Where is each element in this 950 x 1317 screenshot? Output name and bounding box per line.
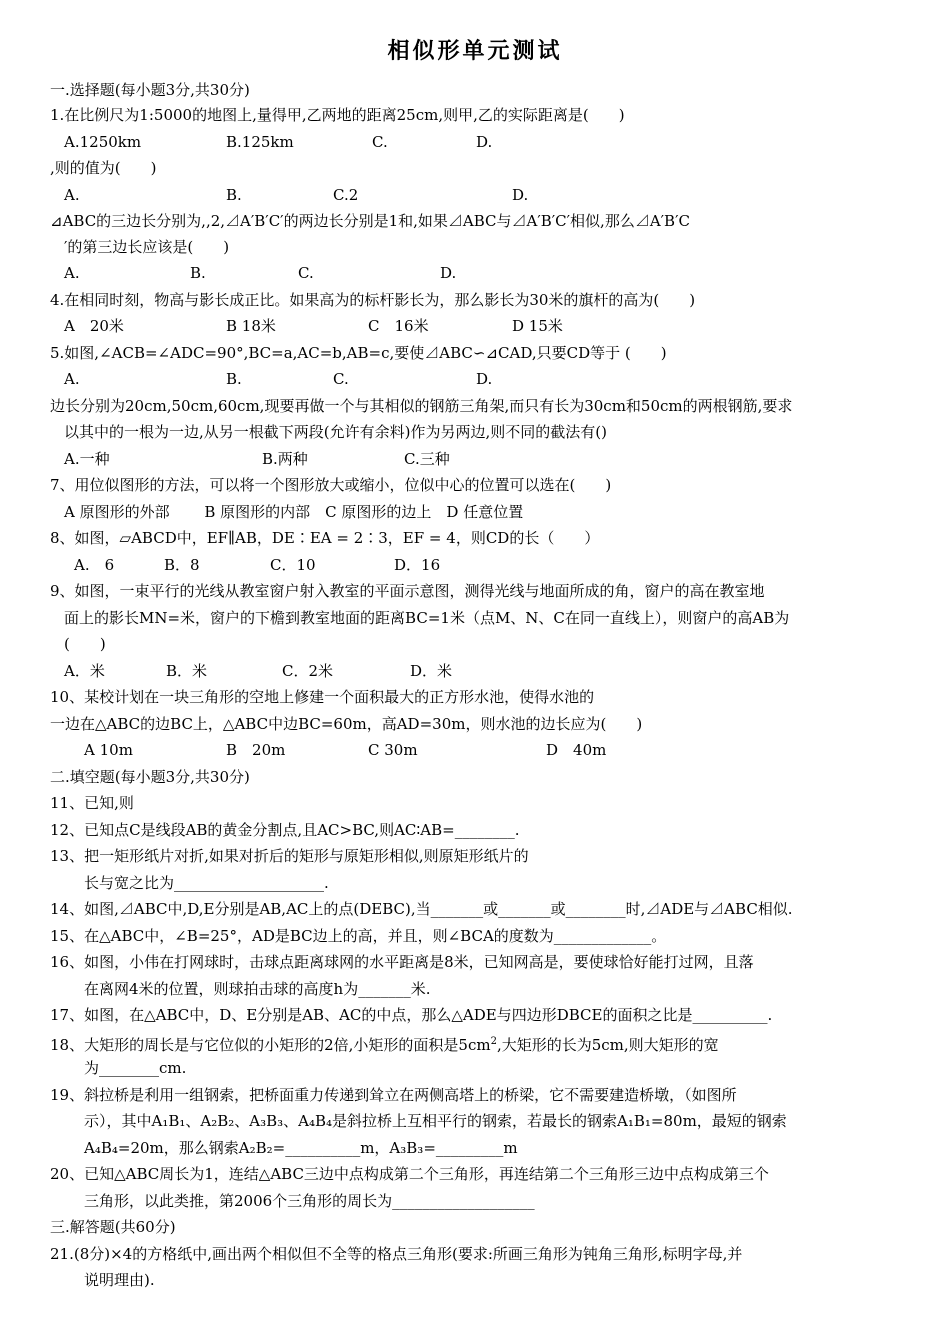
question-9-option-a: A．米	[64, 662, 105, 680]
question-2-stem: ,则的值为( )	[50, 159, 157, 177]
question-1-option-a: A.1250km	[64, 133, 142, 151]
question-14: 14、如图,⊿ABC中,D,E分别是AB,AC上的点(DEBC),当_______或_______或________时,⊿ADE与⊿ABC相似.	[50, 900, 793, 918]
question-6-option-b: B.两种	[262, 450, 308, 468]
question-18-line-2: 为________cm.	[84, 1059, 187, 1077]
question-8-option-b: B．8	[164, 556, 200, 574]
question-9-option-b: B．米	[166, 662, 208, 680]
question-3-stem-line-2: ′的第三边长应该是( )	[64, 238, 230, 256]
question-18-line-1	[50, 1032, 719, 1055]
question-3-option-c: C.	[298, 264, 314, 282]
question-3-stem-line-1: ⊿ABC的三边长分别为,,2,⊿A′B′C′的两边长分别是1和,如果⊿ABC与⊿A′B′C′相似,那么⊿A′B′C	[50, 212, 690, 230]
question-8-option-a: A. 6	[74, 556, 115, 574]
question-4-stem: 4.在相同时刻，物高与影长成正比。如果高为的标杆影长为，那么影长为30米的旗杆的高为( )	[50, 291, 696, 309]
question-3-option-b: B.	[190, 264, 206, 282]
question-9-option-d: D．米	[410, 662, 453, 680]
question-8-option-d: D．16	[394, 556, 441, 574]
page-title: 相似形单元测试	[387, 39, 563, 64]
question-12: 12、已知点C是线段AB的黄金分割点,且AC>BC,则AC∶AB=________.	[50, 821, 520, 839]
question-2-option-c: C.2	[333, 186, 359, 204]
question-2-option-d: D.	[512, 186, 529, 204]
question-3-option-d: D.	[440, 264, 457, 282]
question-16-line-1: 16、如图，小伟在打网球时，击球点距离球网的水平距离是8米，已知网高是，要使球恰好能打过网，且落	[50, 953, 754, 971]
question-9-stem-line-1: 9、如图，一束平行的光线从教室窗户射入教室的平面示意图，测得光线与地面所成的角，窗户的高在教室地	[50, 582, 765, 600]
question-11: 11、已知,则	[50, 794, 134, 812]
question-10-stem-line-2: 一边在△ABC的边BC上，△ABC中边BC=60m，高AD=30m，则水池的边长应为( )	[50, 715, 643, 733]
question-17: 17、如图，在△ABC中，D、E分别是AB、AC的中点，那么△ADE与四边形DBCE的面积之比是__________.	[50, 1006, 773, 1024]
question-21-line-1: 21.(8分)×4的方格纸中,画出两个相似但不全等的格点三角形(要求:所画三角形为钝角三角形,标明字母,并	[50, 1245, 743, 1263]
question-1-option-b: B.125km	[226, 133, 294, 151]
question-6-stem-line-2: 以其中的一根为一边,从另一根截下两段(允许有余料)作为另两边,则不同的截法有()	[64, 423, 607, 441]
question-18-superscript: 2	[490, 1036, 497, 1047]
question-1-stem: 1.在比例尺为1:5000的地图上,量得甲,乙两地的距离25cm,则甲,乙的实际距离是( )	[50, 106, 625, 124]
question-21-line-2: 说明理由).	[84, 1271, 155, 1289]
question-13-line-1: 13、把一矩形纸片对折,如果对折后的矩形与原矩形相似,则原矩形纸片的	[50, 847, 529, 865]
question-1-option-c: C.	[372, 133, 388, 151]
question-4-option-b: B 18米	[226, 317, 276, 335]
question-10-stem-line-1: 10、某校计划在一块三角形的空地上修建一个面积最大的正方形水池，使得水池的	[50, 688, 595, 706]
question-4-option-c: C 16米	[368, 317, 429, 335]
question-5-option-d: D.	[476, 370, 493, 388]
question-4-option-a: A 20米	[64, 317, 124, 335]
question-1-option-d: D.	[476, 133, 493, 151]
question-10-option-b: B 20m	[226, 741, 286, 759]
question-5-stem: 5.如图,∠ACB=∠ADC=90°,BC=a,AC=b,AB=c,要使⊿ABC∽⊿CAD,只要CD等于 ( )	[50, 344, 667, 362]
question-6-option-c: C.三种	[404, 450, 450, 468]
question-10-option-a: A 10m	[84, 741, 133, 759]
question-19-line-1: 19、斜拉桥是利用一组钢索，把桥面重力传递到耸立在两侧高塔上的桥梁，它不需要建造桥墩，（如图所	[50, 1086, 737, 1104]
question-13-line-2: 长与宽之比为____________________.	[84, 874, 329, 892]
question-2-option-a: A.	[64, 186, 80, 204]
question-7-options: A 原图形的外部 B 原图形的内部 C 原图形的边上 D 任意位置	[64, 503, 524, 521]
question-6-stem-line-1: 边长分别为20cm,50cm,60cm,现要再做一个与其相似的钢筋三角架,而只有长为30cm和50cm的两根钢筋,要求	[50, 397, 793, 415]
question-9-stem-line-3: ( )	[64, 635, 106, 653]
question-3-option-a: A.	[64, 264, 80, 282]
question-2-option-b: B.	[226, 186, 242, 204]
question-5-option-a: A.	[64, 370, 80, 388]
question-15: 15、在△ABC中，∠B=25°，AD是BC边上的高，并且，则∠BCA的度数为_____________。	[50, 927, 667, 945]
question-8-option-c: C．10	[270, 556, 316, 574]
question-9-stem-line-2: 面上的影长MN=米，窗户的下檐到教室地面的距离BC=1米（点M、N、C在同一直线上），则窗户的高AB为	[64, 609, 790, 627]
question-8-stem: 8、如图，▱ABCD中，EF∥AB，DE∶EA = 2∶3，EF = 4，则CD的长（ ）	[50, 529, 600, 547]
section-heading-choice: 一.选择题(每小题3分,共30分)	[50, 81, 250, 99]
question-20-line-1: 20、已知△ABC周长为1，连结△ABC三边中点构成第二个三角形，再连结第二个三角形三边中点构成第三个	[50, 1165, 769, 1183]
section-heading-answer: 三.解答题(共60分)	[50, 1218, 176, 1236]
question-5-option-b: B.	[226, 370, 242, 388]
question-20-line-2: 三角形，以此类推，第2006个三角形的周长为___________________	[84, 1192, 535, 1210]
question-16-line-2: 在离网4米的位置，则球拍击球的高度h为_______米.	[84, 980, 431, 998]
section-heading-fill: 二.填空题(每小题3分,共30分)	[50, 768, 250, 786]
question-4-option-d: D 15米	[512, 317, 563, 335]
question-6-option-a: A.一种	[64, 450, 110, 468]
question-7-stem: 7、用位似图形的方法，可以将一个图形放大或缩小，位似中心的位置可以选在( )	[50, 476, 612, 494]
question-19-line-3: A₄B₄=20m，那么钢索A₂B₂=__________m，A₃B₃=_________m	[84, 1139, 518, 1157]
question-19-line-2: 示），其中A₁B₁、A₂B₂、A₃B₃、A₄B₄是斜拉桥上互相平行的钢索，若最长的钢索A₁B₁=80m，最短的钢索	[84, 1112, 787, 1130]
question-18-text-b: ,大矩形的长为5cm,则大矩形的宽	[496, 1036, 719, 1054]
question-10-option-d: D 40m	[546, 741, 607, 759]
question-10-option-c: C 30m	[368, 741, 418, 759]
question-5-option-c: C.	[333, 370, 349, 388]
question-9-option-c: C．2米	[282, 662, 334, 680]
question-18-text-a: 18、大矩形的周长是与它位似的小矩形的2倍,小矩形的面积是5cm	[50, 1036, 491, 1054]
